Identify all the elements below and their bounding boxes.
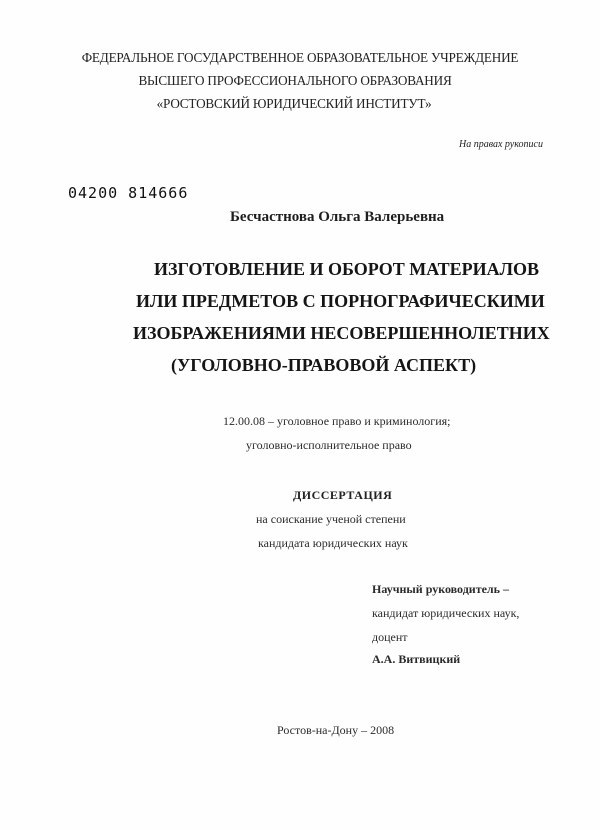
- author-name: Бесчастнова Ольга Валерьевна: [230, 209, 445, 225]
- specialty-line-1: 12.00.08 – уголовное право и криминология;: [223, 414, 451, 428]
- title-line-2: ИЛИ ПРЕДМЕТОВ С ПОРНОГРАФИЧЕСКИМИ: [136, 291, 545, 311]
- title-line-4: (УГОЛОВНО-ПРАВОВОЙ АСПЕКТ): [171, 355, 477, 375]
- specialty-line-2: уголовно-исполнительное право: [246, 438, 412, 452]
- institution-line-1: ФЕДЕРАЛЬНОЕ ГОСУДАРСТВЕННОЕ ОБРАЗОВАТЕЛЬНОЕ УЧРЕЖДЕНИЕ: [81, 50, 519, 65]
- supervisor-label: Научный руководитель –: [372, 582, 509, 596]
- archive-stamp-number: 04200 814666: [68, 184, 189, 202]
- work-type-heading: ДИССЕРТАЦИЯ: [293, 488, 393, 502]
- title-line-3: ИЗОБРАЖЕНИЯМИ НЕСОВЕРШЕННОЛЕТНИХ: [133, 323, 550, 343]
- title-line-1: ИЗГОТОВЛЕНИЕ И ОБОРОТ МАТЕРИАЛОВ: [154, 259, 540, 279]
- institution-line-3: «РОСТОВСКИЙ ЮРИДИЧЕСКИЙ ИНСТИТУТ»: [156, 96, 432, 111]
- degree-line-2: кандидата юридических наук: [258, 536, 408, 550]
- supervisor-rank: доцент: [372, 630, 408, 644]
- institution-line-2: ВЫСШЕГО ПРОФЕССИОНАЛЬНОГО ОБРАЗОВАНИЯ: [138, 73, 452, 88]
- degree-line-1: на соискание ученой степени: [256, 512, 406, 526]
- rights-note: На правах рукописи: [459, 139, 543, 150]
- place-and-year: Ростов-на-Дону – 2008: [277, 723, 395, 737]
- supervisor-degree: кандидат юридических наук,: [372, 606, 520, 620]
- supervisor-name: А.А. Витвицкий: [372, 652, 461, 666]
